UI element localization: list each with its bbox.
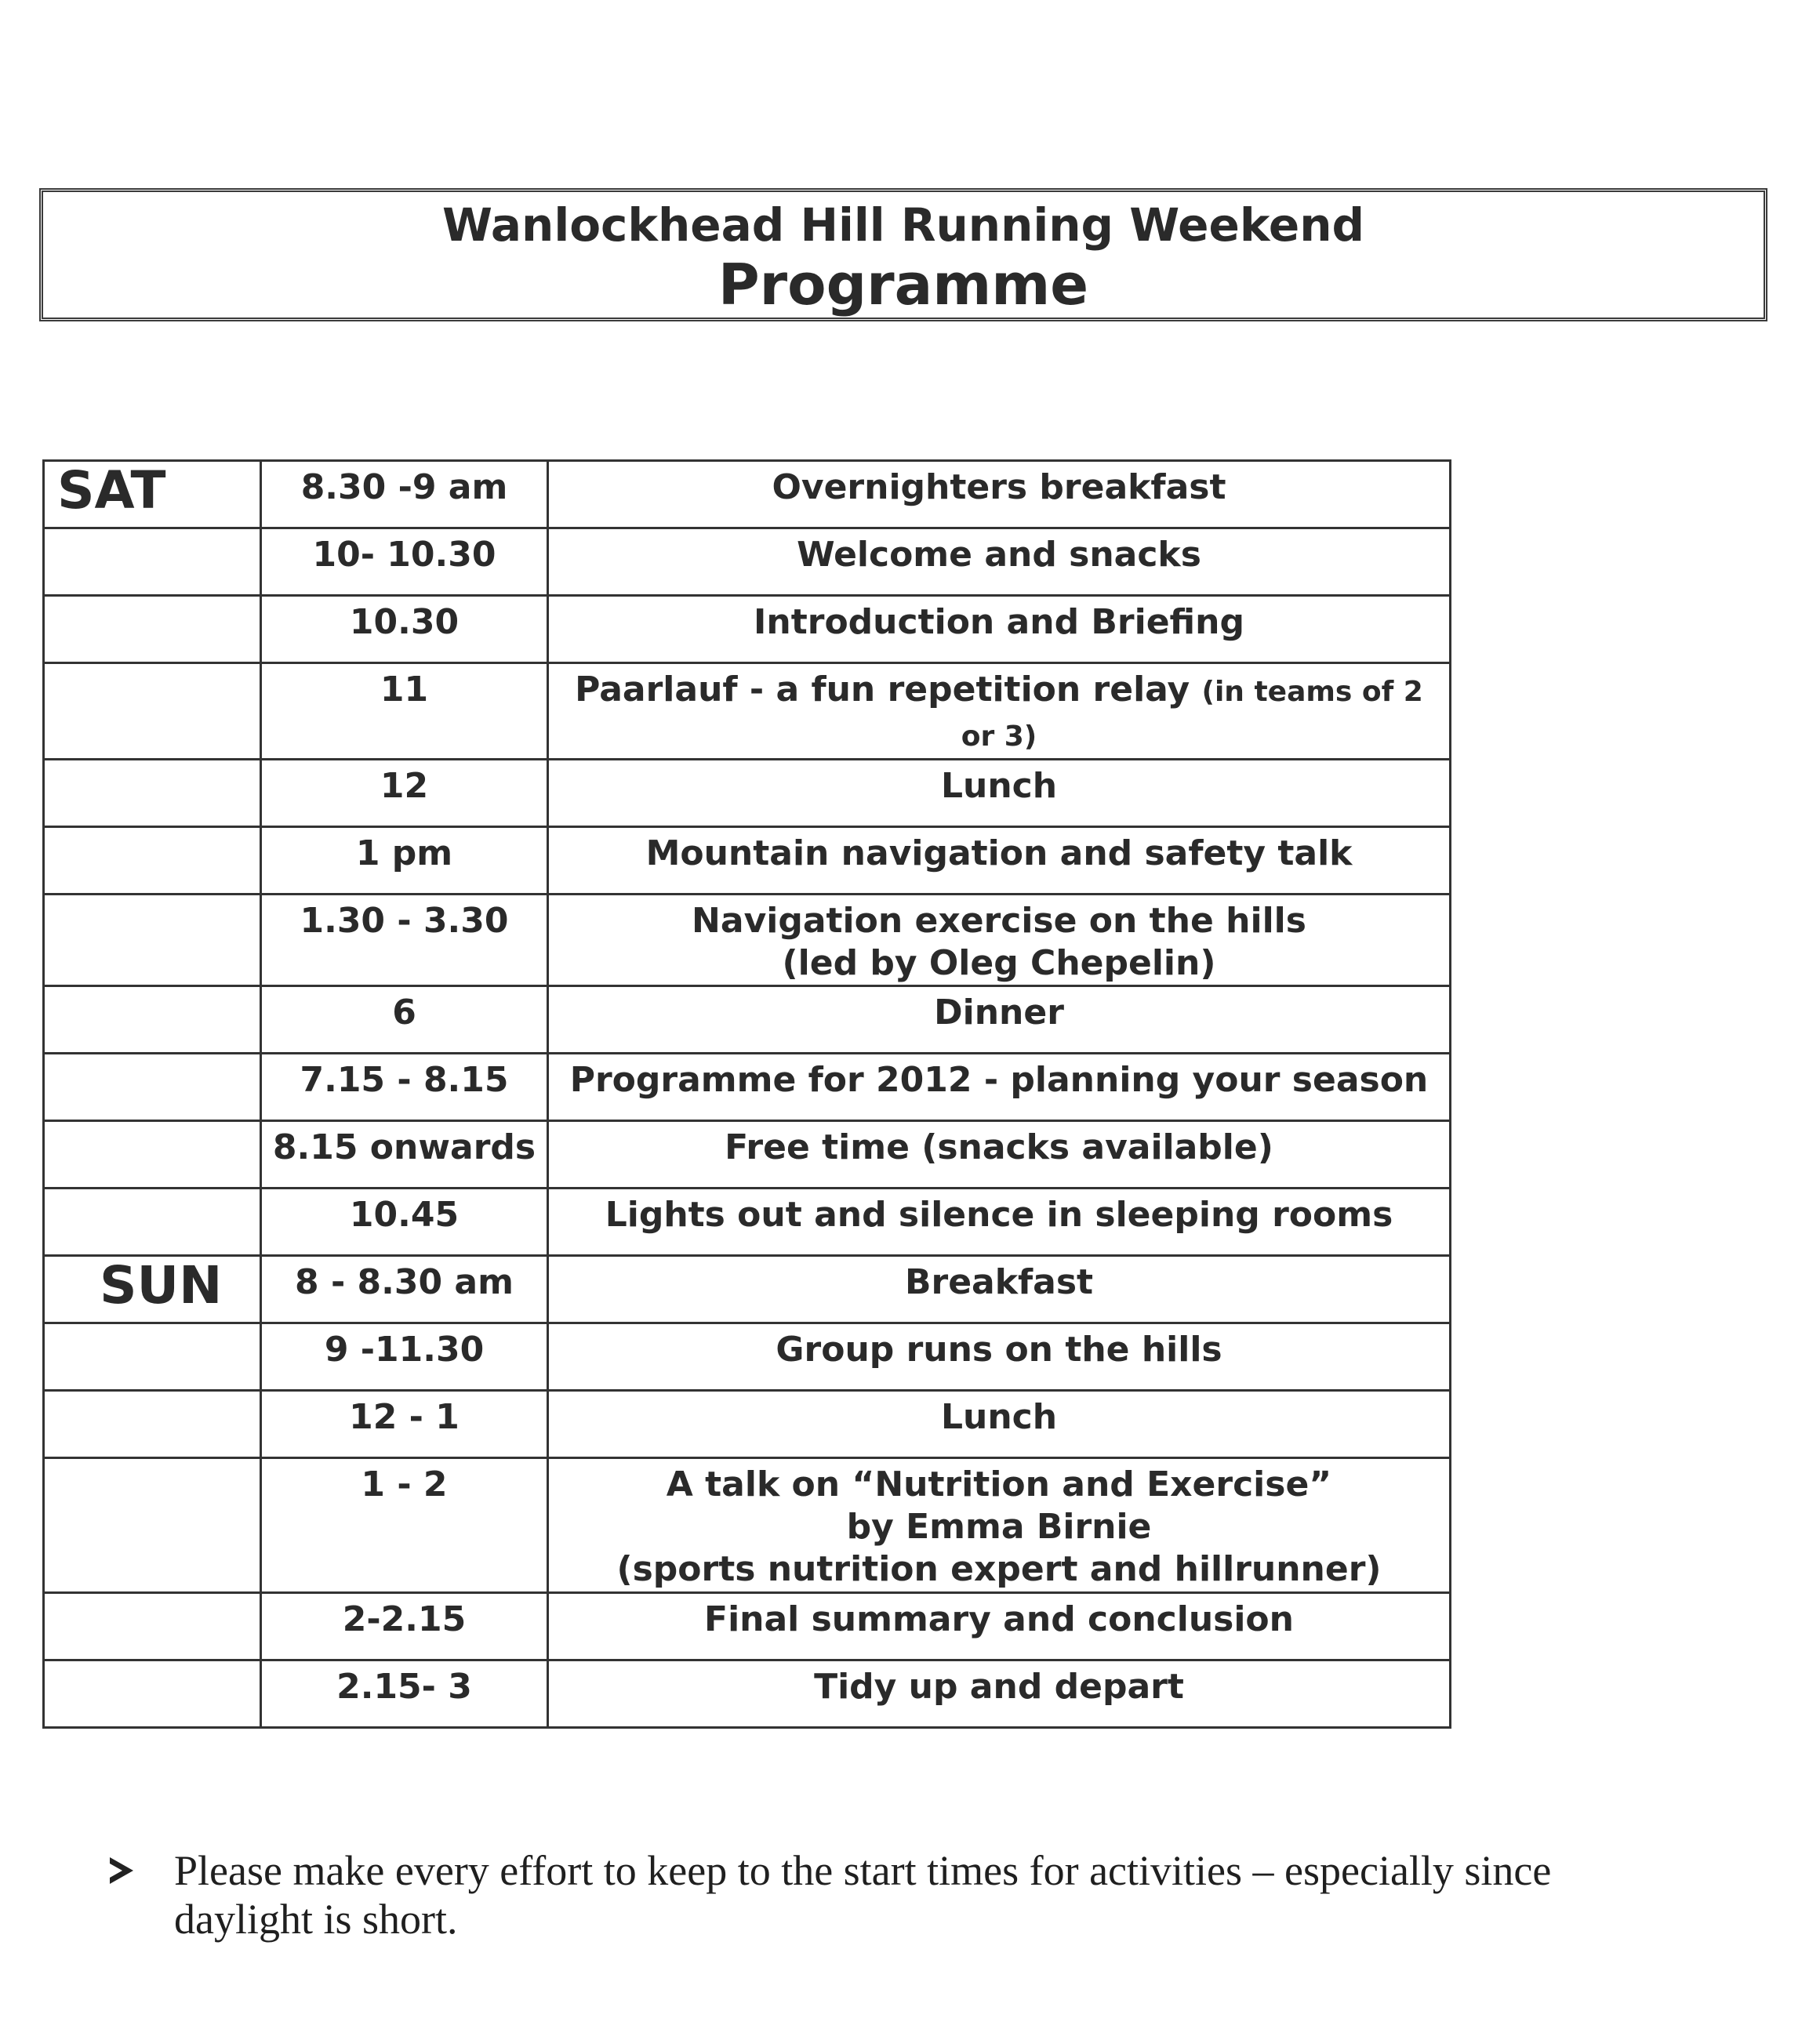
programme-table (42, 459, 1451, 1729)
activity-cell (548, 1458, 1451, 1593)
time-cell: 1 - 2 (261, 1458, 548, 1593)
time-cell: 2.15- 3 (261, 1660, 548, 1728)
activity-cell (548, 596, 1451, 663)
activity-cell (548, 1391, 1451, 1458)
day-cell (44, 1391, 261, 1458)
time-cell: 8.30 -9 am (261, 461, 548, 528)
activity-line (555, 534, 1443, 576)
activity-cell (548, 895, 1451, 986)
table-row (44, 596, 1451, 663)
activity-line (555, 1127, 1443, 1169)
document-title: Wanlockhead Hill Running Weekend (441, 198, 1365, 252)
activity-cell (548, 760, 1451, 827)
document-subtitle: Programme (717, 252, 1089, 318)
day-cell (44, 1054, 261, 1121)
activity-cell (548, 1054, 1451, 1121)
table-row (44, 663, 1451, 760)
activity-cell (548, 528, 1451, 596)
activity-cell (548, 1189, 1451, 1256)
activity-line (555, 1464, 1443, 1506)
activity-text: A talk on “Nutrition and Exercise” (666, 1464, 1332, 1504)
day-cell (44, 663, 261, 760)
activity-text: Lunch (940, 1397, 1058, 1437)
activity-cell (548, 1323, 1451, 1391)
activity-line (555, 601, 1443, 644)
activity-text: Dinner (934, 993, 1064, 1033)
day-cell (44, 1593, 261, 1660)
time-cell: 7.15 - 8.15 (261, 1054, 548, 1121)
time-cell: 9 -11.30 (261, 1323, 548, 1391)
day-cell (44, 760, 261, 827)
time-cell: 1.30 - 3.30 (261, 895, 548, 986)
time-cell: 6 (261, 986, 548, 1054)
activity-cell (548, 1121, 1451, 1189)
activity-text: (sports nutrition expert and hillrunner) (616, 1549, 1382, 1589)
activity-cell (548, 1593, 1451, 1660)
activity-cell (548, 986, 1451, 1054)
table-row (44, 760, 1451, 827)
activity-text: Programme for 2012 - planning your season (569, 1060, 1429, 1100)
table-row (44, 1593, 1451, 1660)
activity-cell (548, 827, 1451, 895)
time-cell: 8 - 8.30 am (261, 1256, 548, 1323)
activity-text: Group runs on the hills (776, 1330, 1222, 1370)
activity-line (555, 1261, 1443, 1304)
activity-text: Paarlauf - a fun repetition relay (575, 670, 1190, 710)
day-cell (44, 1660, 261, 1728)
activity-line (555, 1329, 1443, 1371)
activity-cell (548, 663, 1451, 760)
time-cell: 10- 10.30 (261, 528, 548, 596)
activity-text: Final summary and conclusion (704, 1599, 1294, 1639)
day-cell (44, 1121, 261, 1189)
day-cell (44, 596, 261, 663)
time-cell: 2-2.15 (261, 1593, 548, 1660)
activity-line (555, 942, 1443, 985)
activity-text: Introduction and Briefing (754, 602, 1244, 642)
activity-cell (548, 1660, 1451, 1728)
activity-line (555, 669, 1443, 758)
activity-line (555, 1194, 1443, 1236)
time-cell: 10.45 (261, 1189, 548, 1256)
activity-text: Welcome and snacks (797, 535, 1201, 575)
programme-table-body (44, 461, 1451, 1728)
activity-text: Free time (snacks available) (725, 1127, 1273, 1167)
time-cell: 10.30 (261, 596, 548, 663)
activity-line (555, 1599, 1443, 1641)
time-cell: 11 (261, 663, 548, 760)
table-row (44, 1660, 1451, 1728)
title-box (39, 188, 1767, 321)
table-row (44, 986, 1451, 1054)
activity-line (555, 1396, 1443, 1439)
activity-text: Lunch (940, 766, 1058, 806)
day-cell (44, 1458, 261, 1593)
activity-line (555, 1548, 1443, 1591)
table-row (44, 895, 1451, 986)
table-row (44, 1256, 1451, 1323)
arrow-bullet-icon (110, 1857, 133, 1884)
time-cell: 8.15 onwards (261, 1121, 548, 1189)
day-cell: SUN (44, 1256, 261, 1323)
activity-line (555, 1506, 1443, 1548)
activity-cell (548, 461, 1451, 528)
table-row (44, 1458, 1451, 1593)
table-row (44, 461, 1451, 528)
day-cell (44, 895, 261, 986)
activity-line (555, 992, 1443, 1034)
activity-text: (led by Oleg Chepelin) (782, 943, 1216, 983)
activity-text: Navigation exercise on the hills (692, 901, 1306, 941)
activity-line (555, 466, 1443, 509)
activity-text: Breakfast (904, 1262, 1094, 1302)
time-cell: 12 (261, 760, 548, 827)
activity-text: by Emma Birnie (846, 1507, 1152, 1547)
table-row (44, 528, 1451, 596)
day-cell: SAT (44, 461, 261, 528)
table-row (44, 1121, 1451, 1189)
day-cell (44, 528, 261, 596)
activity-note: (in teams of 2 or 3) (961, 676, 1423, 753)
table-row (44, 1054, 1451, 1121)
day-cell (44, 1189, 261, 1256)
note (118, 1846, 1686, 1943)
activity-text: Lights out and silence in sleeping rooms (605, 1195, 1393, 1235)
activity-line (555, 1666, 1443, 1708)
note-text: Please make every effort to keep to the start times for activities – especially since daylight is short. (174, 1847, 1552, 1943)
activity-line (555, 833, 1443, 875)
table-row (44, 827, 1451, 895)
table-row (44, 1189, 1451, 1256)
activity-cell (548, 1256, 1451, 1323)
day-cell (44, 986, 261, 1054)
table-row (44, 1391, 1451, 1458)
day-cell (44, 1323, 261, 1391)
activity-line (555, 765, 1443, 808)
activity-text: Tidy up and depart (814, 1667, 1184, 1707)
activity-line (555, 900, 1443, 942)
activity-text: Overnighters breakfast (772, 467, 1226, 507)
activity-text: Mountain navigation and safety talk (645, 833, 1353, 873)
activity-line (555, 1059, 1443, 1101)
time-cell: 12 - 1 (261, 1391, 548, 1458)
time-cell: 1 pm (261, 827, 548, 895)
day-cell (44, 827, 261, 895)
table-row (44, 1323, 1451, 1391)
